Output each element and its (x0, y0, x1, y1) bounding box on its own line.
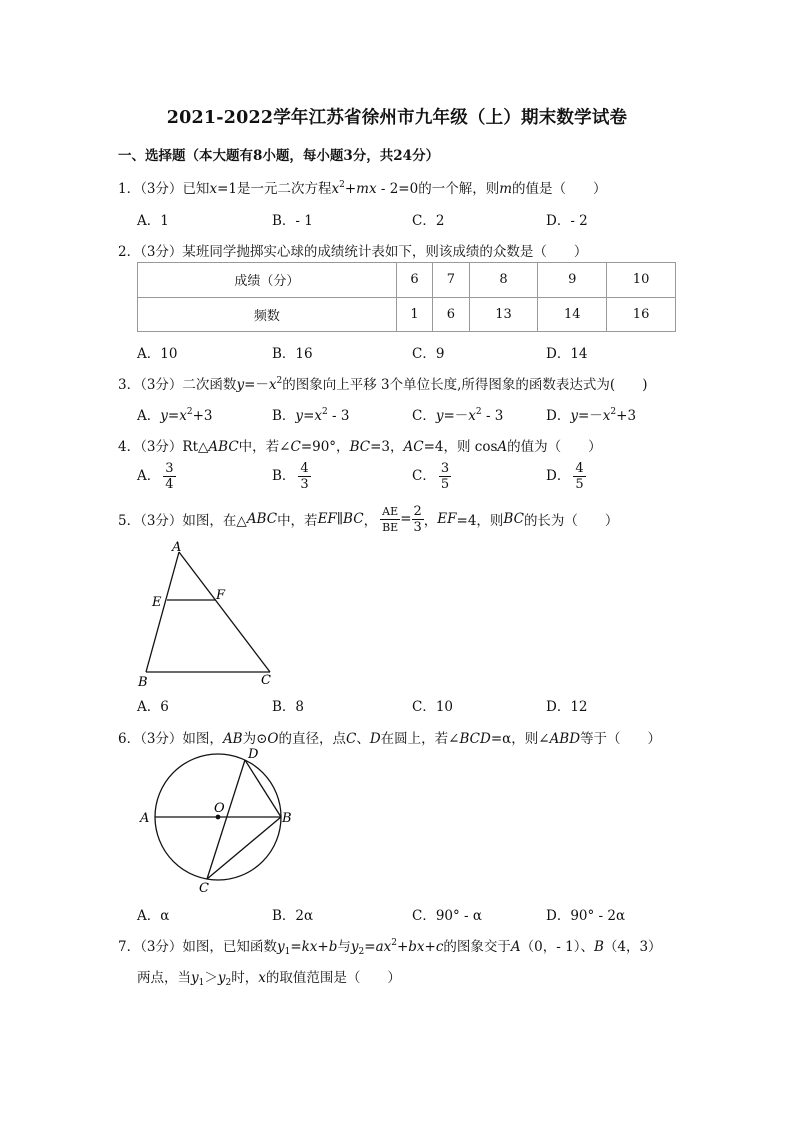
label-o: O (214, 801, 225, 816)
q2-option-b: B．16 (272, 346, 313, 362)
question-4: 4．（3分）Rt△ABC中，若∠C=90°，BC=3，AC=4，则 cosA的值为（ ） (118, 439, 602, 455)
label-d: D (248, 747, 259, 762)
question-7-line-1: 7．（3分）如图，已知函数$y_1=kx+b$与$y_2=ax^2+bx+c$的图象交于A（0，- 1）、B（4，3） (118, 938, 662, 957)
q4-option-d: D． $\frac{4}{5}$ (546, 461, 584, 492)
q6-option-d: D．90° - 2α (546, 908, 626, 924)
label-c: C (199, 881, 209, 896)
question-2: 2．（3分）某班同学抛掷实心球的成绩统计表如下，则该成绩的众数是（ ） (118, 244, 588, 260)
label-b: B (138, 675, 148, 690)
q6-option-c: C．90° - α (412, 908, 483, 924)
q1-option-c: C．2 (412, 213, 445, 229)
q4-option-b: B． $\frac{4}{3}$ (272, 461, 309, 492)
q5-option-a: A．6 (137, 699, 169, 715)
label-c: C (261, 673, 271, 688)
question-5: 5．（3分）如图，在△ ABC 中，若 EF ∥ BC ， $\frac{AE}{BE}$ = $\frac{2}{3}$ ， EF =4，则 BC 的长为（ ） (118, 503, 619, 535)
score-frequency-table (137, 262, 676, 332)
label-a: A (140, 811, 150, 826)
q2-option-a: A．10 (137, 346, 178, 362)
label-a: A (172, 540, 182, 555)
q2-option-c: C．9 (412, 346, 445, 362)
q3-option-c: C．$y=-x^2 - 3$ (412, 407, 504, 424)
q3-option-a: A．$y=x^2+3$ (137, 407, 213, 424)
q3-option-b: B．$y=x^2 - 3$ (272, 407, 350, 424)
q6-option-a: A．α (137, 908, 170, 924)
label-b: B (282, 811, 292, 826)
label-e: E (152, 595, 162, 610)
q5-option-c: C．10 (412, 699, 454, 715)
triangle-figure (130, 538, 290, 690)
table-row: 频数 1 6 13 14 16 (138, 297, 676, 332)
q1-option-d: D．- 2 (546, 213, 588, 229)
q2-option-d: D．14 (546, 346, 588, 362)
section-heading: 一、选择题（本大题有8小题，每小题3分，共24分） (118, 148, 440, 164)
label-f: F (216, 588, 226, 603)
q4-option-c: C． $\frac{3}{5}$ (412, 461, 450, 492)
circle-figure (132, 744, 300, 900)
table-row: 成绩（分） 6 7 8 9 10 (138, 263, 676, 298)
question-6: 6．（3分）如图，AB为⊙O的直径，点C、D在圆上，若∠BCD=α，则∠ABD等于（ ） (118, 731, 662, 747)
page-title: 2021-2022学年江苏省徐州市九年级（上）期末数学试卷 (166, 108, 628, 128)
q1-option-a: A．1 (137, 213, 169, 229)
q4-option-a: A． $\frac{3}{4}$ (137, 461, 174, 492)
q6-option-b: B．2α (272, 908, 314, 924)
q1-option-b: B．- 1 (272, 213, 313, 229)
q5-option-d: D．12 (546, 699, 588, 715)
q5-option-b: B．8 (272, 699, 305, 715)
question-7-line-2: 两点，当$y_1>y_2$时，x的取值范围是（ ） (137, 970, 401, 988)
question-3: 3．（3分）二次函数$y=-x^2$的图象向上平移 3个单位长度,所得图象的函数表达式为( ) (118, 376, 648, 393)
question-1: 1．（3分）已知x=1是一元二次方程$x^2+mx - 2=0$的一个解，则m的值是（ ） (118, 180, 607, 197)
q3-option-d: D．$y=-x^2+3$ (546, 407, 637, 424)
